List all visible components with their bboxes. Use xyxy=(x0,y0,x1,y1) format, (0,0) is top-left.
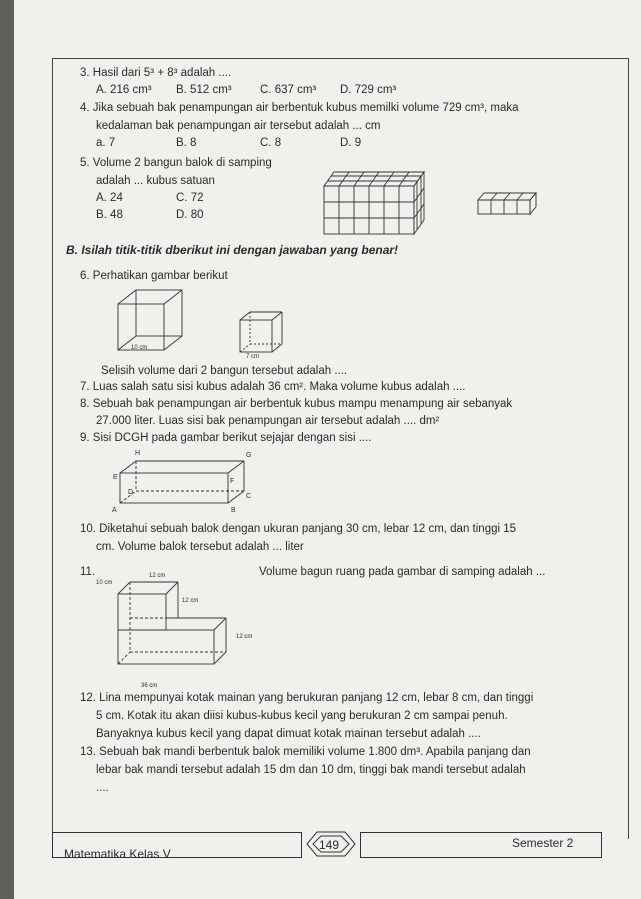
q10-line1: 10. Diketahui sebuah balok dengan ukuran panjang 30 cm, lebar 12 cm, dan tinggi 15 xyxy=(80,523,517,535)
q4-line1: 4. Jika sebuah bak penampungan air berbentuk kubus memilki volume 729 cm³, maka xyxy=(80,102,519,114)
q4-option-b: B. 8 xyxy=(176,137,197,149)
q3-stem: 3. Hasil dari 5³ + 8³ adalah .... xyxy=(80,67,232,79)
q4-option-c: C. 8 xyxy=(260,137,282,149)
q13-line2: lebar bak mandi tersebut adalah 15 dm dan 10 dm, tinggi bak mandi tersebut adalah xyxy=(96,764,526,776)
q3-option-a: A. 216 cm³ xyxy=(96,84,152,96)
q11-label-right: 12 cm xyxy=(236,634,253,640)
q7: 7. Luas salah satu sisi kubus adalah 36 cm². Maka volume kubus adalah .... xyxy=(80,381,466,393)
q12-line3: Banyaknya kubus kecil yang dapat dimuat kotak mainan tersebut adalah .... xyxy=(96,728,481,740)
q4-line2: kedalaman bak penampungan air tersebut adalah ... cm xyxy=(96,120,381,132)
cuboid-dcgh-figure xyxy=(106,455,266,515)
q12-line1: 12. Lina mempunyai kotak mainan yang berukuran panjang 12 cm, lebar 8 cm, dan tinggi xyxy=(80,692,534,704)
q6-stem: 6. Perhatikan gambar berikut xyxy=(80,270,228,282)
vertex-g: G xyxy=(246,452,252,459)
q5-option-a: A. 24 xyxy=(96,192,123,204)
unit-cube-figure xyxy=(310,168,540,246)
composite-solid-figure xyxy=(104,578,244,678)
cube-7cm-figure xyxy=(236,310,286,356)
q5-option-b: B. 48 xyxy=(96,209,123,221)
q8-line1: 8. Sebuah bak penampungan air berbentuk kubus mampu menampung air sebanyak xyxy=(80,398,513,410)
q9-stem: 9. Sisi DCGH pada gambar berikut sejajar dengan sisi .... xyxy=(80,432,372,444)
q4-option-d: D. 9 xyxy=(340,137,362,149)
q6-question: Selisih volume dari 2 bangun tersebut adalah .... xyxy=(101,365,348,377)
vertex-b: B xyxy=(231,507,236,514)
q5-line2: adalah ... kubus satuan xyxy=(96,175,215,187)
cube-7cm-label: 7 cm xyxy=(246,354,260,360)
cube-10cm-label: 10 cm xyxy=(131,345,148,351)
q3-option-c: C. 637 cm³ xyxy=(260,84,317,96)
q11-stem: Volume bagun ruang pada gambar di samping adalah ... xyxy=(259,566,546,578)
q3-option-b: B. 512 cm³ xyxy=(176,84,232,96)
footer-semester: Semester 2 xyxy=(512,836,574,850)
worksheet-page xyxy=(14,0,641,899)
q5-option-c: C. 72 xyxy=(176,192,204,204)
vertex-e: E xyxy=(113,474,118,481)
page-number: 149 xyxy=(319,838,340,852)
q11-label-bottom: 36 cm xyxy=(141,683,158,689)
q10-line2: cm. Volume balok tersebut adalah ... liter xyxy=(96,541,304,553)
q13-line3: .... xyxy=(96,782,109,794)
q13-line1: 13. Sebuah bak mandi berbentuk balok memiliki volume 1.800 dm³. Apabila panjang dan xyxy=(80,746,531,758)
footer-subject: Matematika Kelas V xyxy=(64,847,171,861)
q4-option-a: a. 7 xyxy=(96,137,116,149)
vertex-d: D xyxy=(128,489,134,496)
q11-label-left: 10 cm xyxy=(96,580,113,586)
q5-option-d: D. 80 xyxy=(176,209,204,221)
vertex-f: F xyxy=(230,478,235,485)
q11-label-top: 12 cm xyxy=(149,573,166,579)
q8-line2: 27.000 liter. Luas sisi bak penampungan air tersebut adalah .... dm² xyxy=(96,415,440,427)
cube-10cm-figure xyxy=(114,288,194,358)
section-b-heading: B. Isilah titik-titik dberikut ini dengan jawaban yang benar! xyxy=(66,243,399,257)
vertex-a: A xyxy=(112,507,117,514)
q11-label-mid: 12 cm xyxy=(182,598,199,604)
vertex-c: C xyxy=(246,493,252,500)
q3-option-d: D. 729 cm³ xyxy=(340,84,397,96)
q5-line1: 5. Volume 2 bangun balok di samping xyxy=(80,157,272,169)
vertex-h: H xyxy=(135,450,141,457)
q12-line2: 5 cm. Kotak itu akan diisi kubus-kubus kecil yang berukuran 2 cm sampai penuh. xyxy=(96,710,508,722)
q11-number: 11. xyxy=(80,566,96,578)
